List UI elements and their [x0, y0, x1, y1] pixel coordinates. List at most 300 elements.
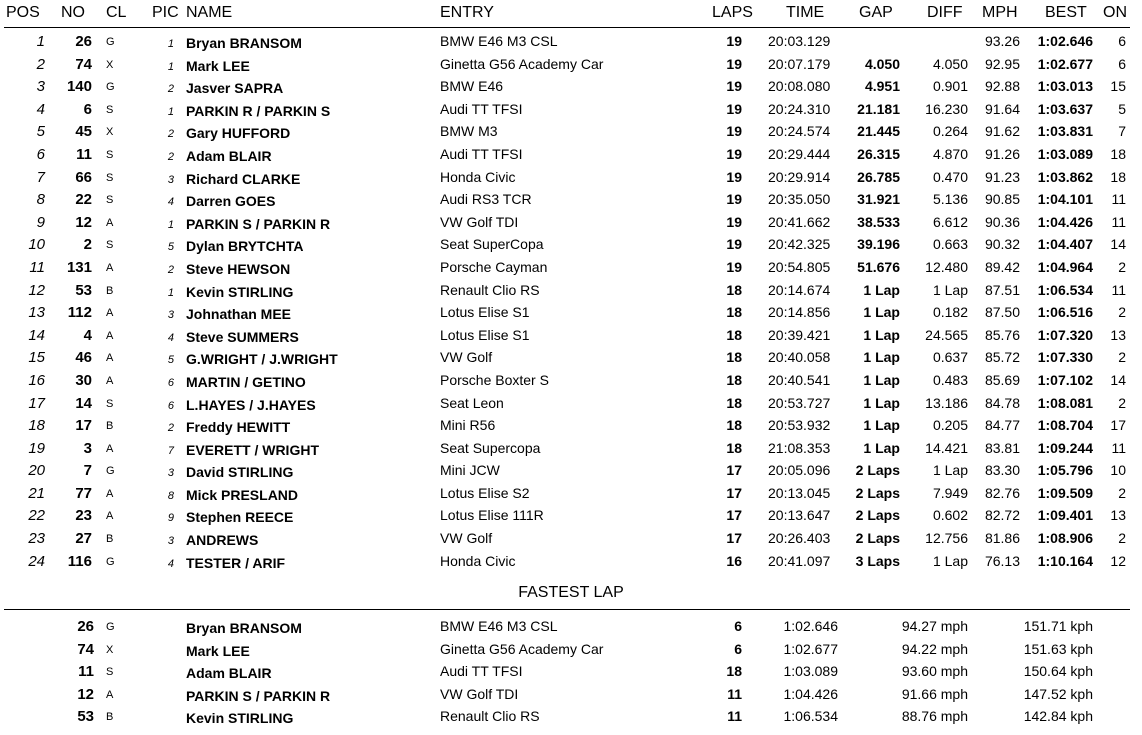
cell-pic: 1	[167, 60, 174, 73]
cell-cl: S	[106, 194, 114, 207]
cell-entry: VW Golf	[440, 530, 493, 547]
cell-diff: 5.136	[932, 191, 968, 208]
cell-entry: Seat Supercopa	[440, 439, 541, 456]
cell-pos: 22	[28, 507, 45, 525]
cell-mph: 91.64	[984, 100, 1020, 117]
cell-laps: 17	[726, 484, 742, 501]
cell-no: 22	[75, 191, 92, 209]
fastest-cell-name: Mark LEE	[186, 642, 250, 659]
cell-mph: 91.23	[984, 168, 1020, 185]
cell-pic: 3	[167, 467, 174, 480]
cell-on: 2	[1118, 304, 1126, 321]
cell-name: Freddy HEWITT	[186, 419, 291, 436]
fastest-cell-no: 12	[77, 685, 94, 703]
cell-time: 20:13.045	[768, 484, 831, 501]
cell-name: Richard CLARKE	[186, 170, 301, 187]
cell-time: 20:35.050	[768, 191, 831, 208]
cell-pic: 2	[167, 128, 174, 141]
cell-cl: A	[106, 216, 114, 229]
cell-time: 20:29.914	[768, 168, 831, 185]
cell-best: 1:06.534	[1037, 281, 1093, 298]
fastest-cell-time: 1:06.534	[783, 708, 838, 725]
cell-entry: Audi TT TFSI	[440, 145, 523, 162]
table-row	[0, 233, 1142, 256]
cell-on: 2	[1118, 349, 1126, 366]
table-row	[0, 301, 1142, 324]
cell-no: 3	[83, 439, 92, 457]
cell-time: 20:14.674	[768, 281, 831, 298]
fastest-lap-divider	[4, 609, 1130, 610]
table-row	[0, 527, 1142, 550]
cell-entry: Ginetta G56 Academy Car	[440, 55, 604, 72]
cell-cl: B	[106, 533, 114, 546]
cell-laps: 18	[726, 326, 742, 343]
cell-name: MARTIN / GETINO	[186, 373, 306, 390]
cell-pic: 2	[167, 422, 174, 435]
cell-laps: 19	[726, 213, 742, 230]
cell-diff: 0.602	[932, 507, 968, 524]
cell-diff: 1 Lap	[932, 281, 968, 298]
cell-gap: 51.676	[857, 258, 900, 275]
cell-gap: 39.196	[857, 236, 900, 253]
cell-no: 4	[83, 326, 92, 344]
header-pic: PIC	[152, 4, 179, 21]
cell-best: 1:07.330	[1037, 349, 1093, 366]
table-row	[0, 550, 1142, 573]
cell-best: 1:08.081	[1037, 394, 1093, 411]
cell-pos: 10	[28, 236, 45, 254]
fastest-cell-cl: B	[106, 711, 114, 724]
cell-entry: Porsche Boxter S	[440, 371, 549, 388]
cell-laps: 18	[726, 417, 742, 434]
cell-best: 1:03.089	[1037, 145, 1093, 162]
cell-mph: 93.26	[984, 33, 1020, 49]
cell-name: David STIRLING	[186, 464, 294, 481]
cell-pos: 7	[36, 168, 45, 186]
cell-no: 131	[66, 258, 92, 276]
cell-pos: 24	[28, 552, 45, 570]
cell-best: 1:06.516	[1037, 304, 1093, 321]
table-row	[0, 166, 1142, 189]
cell-diff: 12.480	[925, 258, 968, 275]
cell-pic: 3	[167, 173, 174, 186]
fastest-cell-no: 74	[77, 640, 94, 658]
cell-gap: 21.445	[857, 123, 900, 140]
cell-entry: Lotus Elise S2	[440, 484, 530, 501]
cell-pos: 9	[36, 213, 45, 231]
cell-best: 1:03.637	[1037, 100, 1093, 117]
table-row	[0, 188, 1142, 211]
table-row	[0, 30, 1142, 53]
fastest-lap-row	[0, 615, 1142, 638]
cell-laps: 19	[726, 33, 742, 49]
header-diff: DIFF	[927, 4, 963, 21]
cell-no: 30	[75, 371, 92, 389]
fastest-cell-lap: 6	[734, 618, 742, 634]
fastest-cell-lap: 11	[727, 685, 742, 702]
cell-time: 20:05.096	[768, 462, 831, 479]
cell-mph: 90.85	[984, 191, 1020, 208]
cell-on: 2	[1118, 258, 1126, 275]
cell-entry: Porsche Cayman	[440, 258, 548, 275]
cell-laps: 16	[726, 552, 742, 569]
cell-diff: 24.565	[925, 326, 968, 343]
fastest-cell-no: 53	[77, 708, 94, 726]
cell-name: Stephen REECE	[186, 509, 294, 526]
cell-diff: 0.483	[932, 371, 968, 388]
cell-pic: 1	[167, 286, 174, 299]
fastest-cell-kph: 151.71 kph	[1023, 618, 1093, 634]
cell-no: 45	[75, 123, 92, 141]
fastest-cell-lap: 11	[727, 708, 742, 725]
cell-cl: B	[106, 284, 114, 297]
cell-laps: 18	[726, 281, 742, 298]
cell-mph: 82.72	[984, 507, 1020, 524]
cell-time: 20:53.727	[768, 394, 831, 411]
cell-gap: 38.533	[857, 213, 900, 230]
cell-gap: 31.921	[857, 191, 900, 208]
cell-on: 12	[1110, 552, 1126, 569]
table-row	[0, 256, 1142, 279]
table-row	[0, 120, 1142, 143]
cell-name: Steve HEWSON	[186, 260, 291, 277]
cell-pic: 5	[167, 354, 174, 367]
results-header	[0, 4, 1142, 26]
cell-name: Steve SUMMERS	[186, 328, 299, 345]
cell-no: 26	[75, 33, 92, 50]
cell-name: Bryan BRANSOM	[186, 35, 302, 51]
cell-gap: 1 Lap	[863, 326, 900, 343]
cell-time: 20:41.662	[768, 213, 831, 230]
header-cl: CL	[106, 4, 127, 21]
cell-entry: Lotus Elise S1	[440, 326, 530, 343]
cell-cl: A	[106, 374, 114, 387]
fastest-cell-mph: 88.76 mph	[901, 708, 968, 725]
fastest-cell-mph: 91.66 mph	[901, 685, 968, 702]
cell-on: 6	[1118, 33, 1126, 49]
header-pos: POS	[6, 4, 40, 21]
cell-on: 11	[1111, 281, 1126, 298]
header-time: TIME	[786, 4, 825, 21]
cell-mph: 82.76	[984, 484, 1020, 501]
table-row	[0, 279, 1142, 302]
cell-on: 17	[1110, 417, 1126, 434]
cell-pos: 6	[36, 145, 45, 163]
fastest-cell-mph: 94.27 mph	[901, 618, 968, 634]
fastest-cell-entry: Audi TT TFSI	[440, 663, 523, 680]
cell-gap: 2 Laps	[855, 530, 900, 547]
cell-mph: 85.76	[984, 326, 1020, 343]
cell-time: 20:40.058	[768, 349, 831, 366]
cell-best: 1:10.164	[1037, 552, 1093, 569]
fastest-cell-kph: 147.52 kph	[1023, 685, 1093, 702]
cell-laps: 19	[726, 78, 742, 95]
cell-diff: 0.182	[932, 304, 968, 321]
fastest-cell-kph: 151.63 kph	[1023, 640, 1093, 657]
cell-time: 20:42.325	[768, 236, 831, 253]
header-laps: LAPS	[712, 4, 753, 21]
cell-pos: 4	[36, 100, 45, 118]
cell-cl: X	[106, 58, 114, 71]
header-divider	[4, 27, 1130, 28]
cell-cl: A	[106, 442, 114, 455]
table-row	[0, 392, 1142, 415]
cell-mph: 92.95	[984, 55, 1020, 72]
cell-laps: 19	[726, 100, 742, 117]
cell-time: 20:14.856	[768, 304, 831, 321]
fastest-cell-name: Bryan BRANSOM	[186, 620, 302, 636]
cell-gap: 2 Laps	[855, 507, 900, 524]
cell-best: 1:09.244	[1037, 439, 1093, 456]
cell-gap: 1 Lap	[863, 394, 900, 411]
cell-name: TESTER / ARIF	[186, 554, 286, 571]
fastest-lap-table	[0, 615, 1142, 728]
cell-pos: 11	[29, 258, 45, 276]
cell-on: 14	[1110, 236, 1126, 253]
cell-entry: Seat Leon	[440, 394, 504, 411]
cell-on: 11	[1111, 191, 1126, 208]
cell-mph: 81.86	[984, 530, 1020, 547]
cell-mph: 85.69	[984, 371, 1020, 388]
cell-no: 66	[75, 168, 92, 186]
cell-best: 1:07.320	[1037, 326, 1093, 343]
cell-cl: S	[106, 103, 114, 116]
table-row	[0, 53, 1142, 76]
cell-diff: 4.050	[932, 55, 968, 72]
cell-no: 17	[75, 417, 92, 435]
fastest-cell-time: 1:03.089	[783, 663, 838, 680]
cell-diff: 0.205	[932, 417, 968, 434]
cell-no: 7	[83, 462, 92, 480]
cell-entry: Audi RS3 TCR	[440, 191, 532, 208]
cell-time: 20:24.310	[768, 100, 831, 117]
cell-mph: 91.62	[984, 123, 1020, 140]
cell-pos: 14	[28, 326, 45, 344]
cell-cl: S	[106, 171, 114, 184]
cell-laps: 18	[726, 349, 742, 366]
cell-diff: 1 Lap	[932, 462, 968, 479]
cell-best: 1:07.102	[1037, 371, 1093, 388]
cell-laps: 17	[726, 462, 742, 479]
cell-best: 1:03.013	[1037, 78, 1093, 95]
cell-pos: 20	[28, 462, 45, 480]
cell-on: 2	[1118, 484, 1126, 501]
cell-diff: 1 Lap	[932, 552, 968, 569]
fastest-cell-no: 26	[77, 618, 94, 635]
cell-on: 11	[1111, 213, 1126, 230]
cell-best: 1:08.906	[1037, 530, 1093, 547]
cell-pos: 5	[36, 123, 45, 141]
cell-time: 20:24.574	[768, 123, 831, 140]
cell-time: 20:41.097	[768, 552, 831, 569]
fastest-cell-cl: G	[106, 621, 115, 633]
cell-diff: 14.421	[925, 439, 968, 456]
cell-best: 1:05.796	[1037, 462, 1093, 479]
cell-cl: S	[106, 397, 114, 410]
fastest-cell-cl: X	[106, 643, 114, 656]
fastest-cell-time: 1:04.426	[783, 685, 838, 702]
cell-pos: 23	[28, 530, 45, 548]
cell-best: 1:04.426	[1037, 213, 1093, 230]
cell-no: 46	[75, 349, 92, 367]
cell-best: 1:03.831	[1037, 123, 1093, 140]
cell-no: 116	[67, 552, 92, 570]
cell-pos: 8	[36, 191, 45, 209]
cell-cl: B	[106, 420, 114, 433]
cell-name: PARKIN S / PARKIN R	[186, 215, 331, 232]
cell-no: 27	[75, 530, 92, 548]
cell-pic: 8	[167, 489, 174, 502]
cell-pos: 17	[28, 394, 45, 412]
cell-mph: 90.36	[984, 213, 1020, 230]
cell-laps: 19	[726, 236, 742, 253]
cell-pic: 3	[167, 309, 174, 322]
cell-gap: 2 Laps	[855, 462, 900, 479]
cell-time: 20:26.403	[768, 530, 831, 547]
cell-time: 20:53.932	[768, 417, 831, 434]
cell-pos: 3	[36, 78, 45, 96]
cell-gap: 4.050	[864, 55, 900, 72]
cell-laps: 18	[726, 304, 742, 321]
cell-name: ANDREWS	[186, 532, 259, 549]
cell-cl: A	[106, 307, 114, 320]
cell-laps: 19	[726, 258, 742, 275]
cell-gap: 26.785	[857, 168, 900, 185]
header-name: NAME	[186, 4, 233, 21]
cell-entry: Mini JCW	[440, 462, 500, 479]
cell-mph: 83.81	[984, 439, 1020, 456]
table-row	[0, 346, 1142, 369]
cell-cl: G	[106, 36, 115, 48]
cell-pic: 5	[167, 241, 174, 254]
cell-name: Adam BLAIR	[186, 147, 272, 164]
fastest-cell-kph: 150.64 kph	[1023, 663, 1093, 680]
cell-pic: 3	[167, 535, 174, 548]
cell-name: Gary HUFFORD	[186, 125, 291, 142]
cell-pos: 2	[36, 55, 45, 73]
cell-on: 18	[1110, 168, 1126, 185]
cell-cl: A	[106, 261, 114, 274]
cell-diff: 0.264	[932, 123, 968, 140]
cell-best: 1:04.407	[1037, 236, 1093, 253]
cell-no: 53	[75, 281, 92, 299]
cell-time: 20:39.421	[768, 326, 831, 343]
cell-laps: 19	[726, 191, 742, 208]
cell-pic: 1	[167, 105, 174, 118]
cell-pic: 4	[167, 557, 174, 570]
cell-time: 20:54.805	[768, 258, 831, 275]
cell-name: Mick PRESLAND	[186, 486, 299, 503]
header-on: ON	[1103, 4, 1127, 21]
cell-no: 11	[76, 145, 92, 163]
cell-diff: 6.612	[932, 213, 968, 230]
table-row	[0, 504, 1142, 527]
cell-mph: 91.26	[984, 145, 1020, 162]
cell-best: 1:04.101	[1037, 191, 1093, 208]
cell-entry: BMW E46	[440, 78, 504, 95]
cell-mph: 92.88	[984, 78, 1020, 95]
cell-pos: 13	[28, 304, 45, 322]
cell-mph: 84.78	[984, 394, 1020, 411]
cell-pos: 16	[28, 371, 45, 389]
fastest-cell-name: PARKIN S / PARKIN R	[186, 687, 331, 704]
fastest-lap-row	[0, 660, 1142, 683]
cell-cl: G	[106, 465, 115, 478]
cell-laps: 17	[726, 530, 742, 547]
cell-diff: 0.637	[932, 349, 968, 366]
cell-pic: 7	[167, 444, 174, 457]
cell-gap: 1 Lap	[863, 439, 900, 456]
cell-best: 1:02.646	[1037, 33, 1093, 49]
table-row	[0, 143, 1142, 166]
cell-pic: 1	[167, 218, 174, 231]
cell-entry: Mini R56	[440, 417, 496, 434]
cell-pos: 19	[28, 439, 45, 457]
fastest-cell-mph: 93.60 mph	[901, 663, 968, 680]
cell-laps: 19	[726, 168, 742, 185]
fastest-lap-row	[0, 683, 1142, 706]
cell-cl: G	[106, 81, 115, 94]
cell-no: 6	[83, 100, 92, 118]
cell-pic: 6	[167, 376, 174, 389]
cell-on: 15	[1110, 78, 1126, 95]
cell-best: 1:02.677	[1037, 55, 1093, 72]
cell-mph: 85.72	[984, 349, 1020, 366]
cell-best: 1:09.509	[1037, 484, 1093, 501]
cell-diff: 7.949	[932, 484, 968, 501]
cell-diff: 12.756	[925, 530, 968, 547]
cell-no: 14	[75, 394, 92, 412]
cell-entry: Lotus Elise S1	[440, 304, 530, 321]
fastest-cell-name: Kevin STIRLING	[186, 710, 294, 727]
cell-pic: 2	[167, 263, 174, 276]
cell-name: Jasver SAPRA	[186, 80, 284, 97]
fastest-lap-row	[0, 638, 1142, 661]
cell-name: Mark LEE	[186, 57, 250, 74]
cell-no: 12	[75, 213, 92, 231]
cell-laps: 18	[726, 394, 742, 411]
cell-best: 1:08.704	[1037, 417, 1093, 434]
cell-gap: 4.951	[864, 78, 900, 95]
cell-gap: 2 Laps	[855, 484, 900, 501]
cell-no: 23	[75, 507, 92, 525]
cell-name: EVERETT / WRIGHT	[186, 441, 319, 458]
cell-laps: 19	[726, 145, 742, 162]
table-row	[0, 482, 1142, 505]
fastest-cell-cl: A	[106, 688, 114, 701]
cell-entry: BMW M3	[440, 123, 498, 140]
cell-pic: 1	[167, 38, 174, 50]
cell-no: 2	[83, 236, 92, 254]
table-row	[0, 369, 1142, 392]
cell-entry: Honda Civic	[440, 168, 516, 185]
cell-mph: 90.32	[984, 236, 1020, 253]
cell-name: Dylan BRYTCHTA	[186, 238, 304, 255]
fastest-cell-entry: Renault Clio RS	[440, 708, 540, 725]
fastest-cell-no: 11	[78, 663, 94, 681]
cell-entry: Seat SuperCopa	[440, 236, 544, 253]
cell-cl: G	[106, 555, 115, 568]
cell-name: PARKIN R / PARKIN S	[186, 102, 331, 119]
table-row	[0, 324, 1142, 347]
table-row	[0, 211, 1142, 234]
fastest-lap-title: FASTEST LAP	[518, 584, 624, 601]
cell-on: 18	[1110, 145, 1126, 162]
cell-best: 1:09.401	[1037, 507, 1093, 524]
cell-time: 20:13.647	[768, 507, 831, 524]
header-no: NO	[61, 4, 85, 21]
fastest-cell-lap: 18	[726, 663, 742, 680]
